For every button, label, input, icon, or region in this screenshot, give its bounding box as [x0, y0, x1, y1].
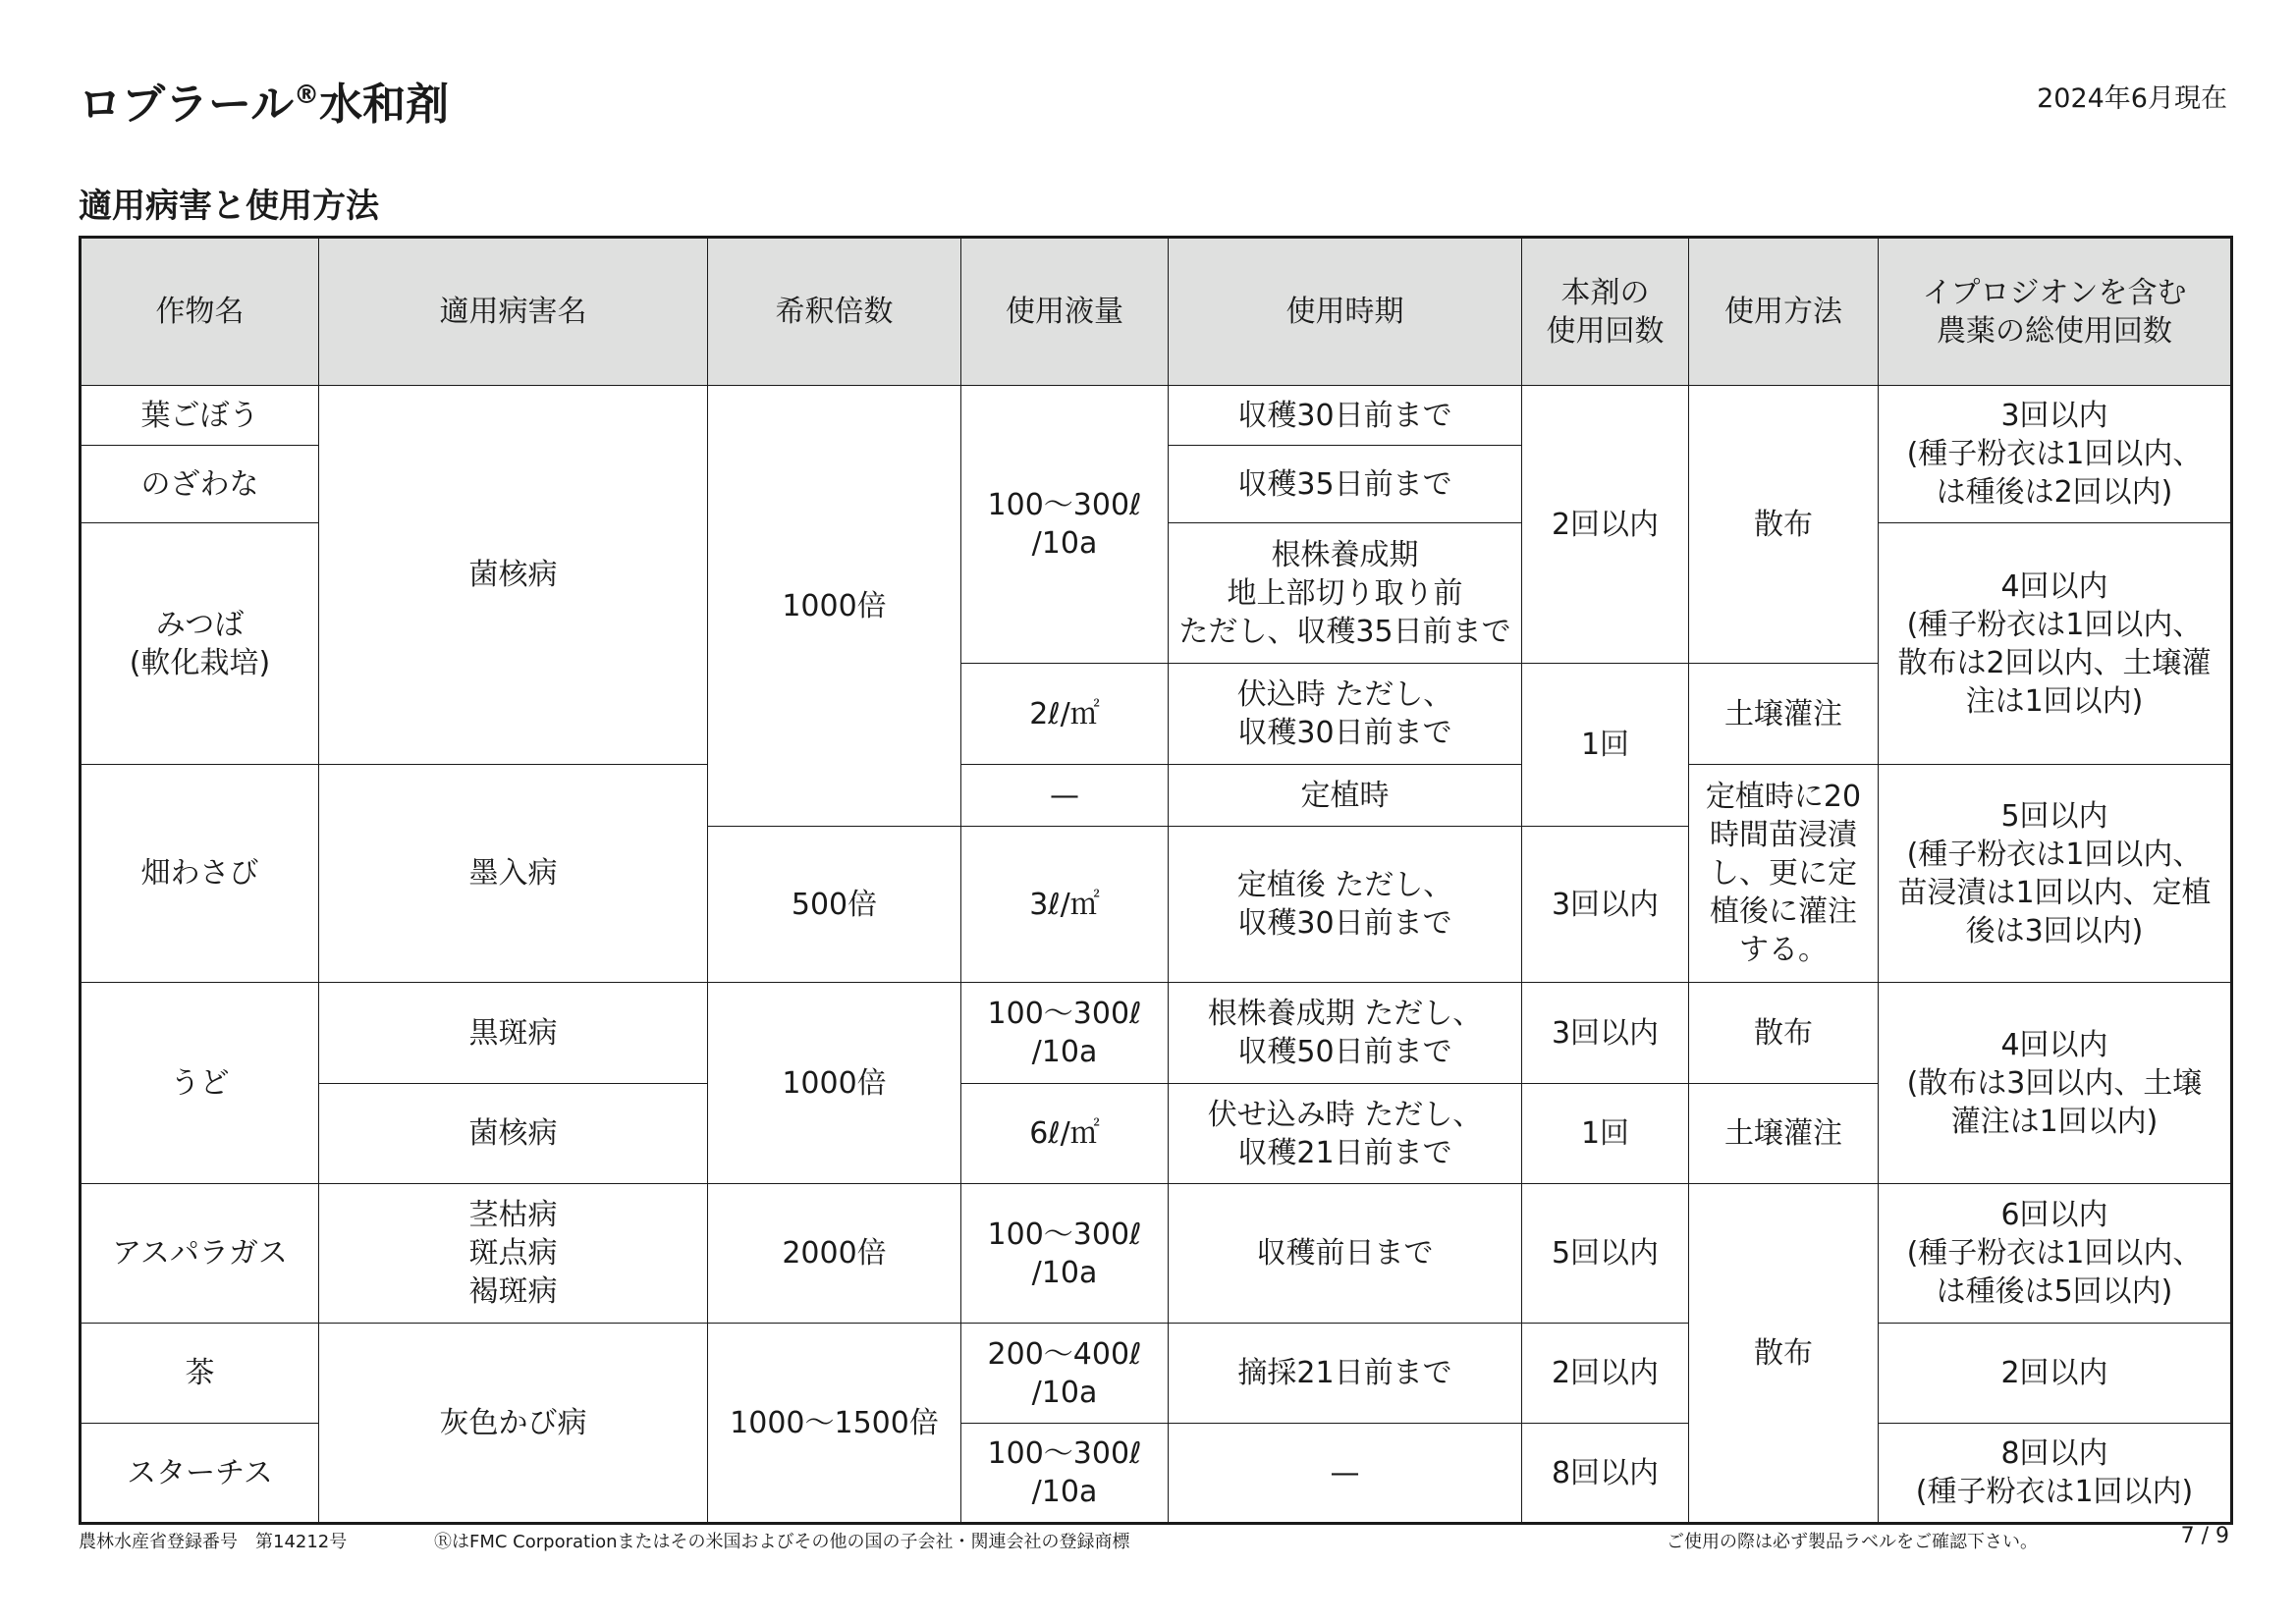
header-dilution: 希釈倍数 [708, 238, 961, 386]
dilution-cell: 2000倍 [708, 1184, 961, 1324]
volume-cell: 200～400ℓ /10a [961, 1324, 1169, 1424]
crop-cell: 茶 [81, 1324, 319, 1424]
timing-cell: 根株養成期 ただし、 収穫50日前まで [1169, 983, 1522, 1084]
total-cell: 6回以内 (種子粉衣は1回以内、 は種後は5回以内) [1879, 1184, 2232, 1324]
header-volume: 使用液量 [961, 238, 1169, 386]
count-cell: 5回以内 [1522, 1184, 1689, 1324]
method-cell: 定植時に20 時間苗浸漬 し、更に定 植後に灌注 する。 [1689, 765, 1879, 983]
crop-cell: うど [81, 983, 319, 1184]
page-number: 7 / 9 [2180, 1524, 2229, 1548]
timing-cell: 伏込時 ただし、 収穫30日前まで [1169, 664, 1522, 765]
usage-note: ご使用の際は必ず製品ラベルをご確認下さい。 [1667, 1532, 2038, 1552]
method-cell: 土壌灌注 [1689, 1084, 1879, 1184]
timing-cell: 根株養成期 地上部切り取り前 ただし、収穫35日前まで [1169, 523, 1522, 664]
dilution-cell: 1000倍 [708, 386, 961, 827]
count-cell: 3回以内 [1522, 827, 1689, 983]
dilution-cell: 1000～1500倍 [708, 1324, 961, 1524]
volume-cell: 100～300ℓ /10a [961, 1424, 1169, 1524]
volume-cell: 3ℓ/㎡ [961, 827, 1169, 983]
disease-cell: 茎枯病 斑点病 褐斑病 [319, 1184, 708, 1324]
disease-cell: 菌核病 [319, 1084, 708, 1184]
crop-cell: 畑わさび [81, 765, 319, 983]
header-total: イプロジオンを含む 農薬の総使用回数 [1879, 238, 2232, 386]
page-title [79, 69, 449, 132]
total-cell: 2回以内 [1879, 1324, 2232, 1424]
volume-cell: 2ℓ/㎡ [961, 664, 1169, 765]
header-count: 本剤の 使用回数 [1522, 238, 1689, 386]
crop-cell: 葉ごぼう [81, 386, 319, 446]
header-disease: 適用病害名 [319, 238, 708, 386]
registration-number: 農林水産省登録番号 第14212号 [79, 1532, 348, 1552]
table-row [81, 1324, 2232, 1424]
volume-cell: 100～300ℓ /10a [961, 386, 1169, 664]
header-row [81, 238, 2232, 386]
trademark-notice: ⓇはFMC Corporationまたはその米国およびその他の国の子会社・関連会社の登録商標 [434, 1532, 1130, 1552]
method-cell: 散布 [1689, 983, 1879, 1084]
timing-cell: 伏せ込み時 ただし、 収穫21日前まで [1169, 1084, 1522, 1184]
table-row [81, 983, 2232, 1084]
date-label: 2024年6月現在 [2037, 83, 2227, 114]
table-row [81, 765, 2232, 827]
header-timing: 使用時期 [1169, 238, 1522, 386]
method-cell: 散布 [1689, 1184, 1879, 1524]
timing-cell: 摘採21日前まで [1169, 1324, 1522, 1424]
volume-cell: 100～300ℓ /10a [961, 1184, 1169, 1324]
header-method: 使用方法 [1689, 238, 1879, 386]
timing-cell: 定植後 ただし、 収穫30日前まで [1169, 827, 1522, 983]
method-cell: 散布 [1689, 386, 1879, 664]
timing-cell: — [1169, 1424, 1522, 1524]
total-cell: 8回以内 (種子粉衣は1回以内) [1879, 1424, 2232, 1524]
crop-cell: アスパラガス [81, 1184, 319, 1324]
timing-cell: 収穫35日前まで [1169, 446, 1522, 523]
method-cell: 土壌灌注 [1689, 664, 1879, 765]
crop-cell: のざわな [81, 446, 319, 523]
volume-cell: 6ℓ/㎡ [961, 1084, 1169, 1184]
disease-cell: 菌核病 [319, 386, 708, 765]
title-text: ロブラール [79, 80, 295, 130]
timing-cell: 定植時 [1169, 765, 1522, 827]
total-cell: 5回以内 (種子粉衣は1回以内、 苗浸漬は1回以内、定植 後は3回以内) [1879, 765, 2232, 983]
header-crop: 作物名 [81, 238, 319, 386]
total-cell: 4回以内 (散布は3回以内、土壌 灌注は1回以内) [1879, 983, 2232, 1184]
dilution-cell: 500倍 [708, 827, 961, 983]
disease-cell: 灰色かび病 [319, 1324, 708, 1524]
disease-cell: 黒斑病 [319, 983, 708, 1084]
registered-mark: ® [294, 81, 320, 110]
count-cell: 8回以内 [1522, 1424, 1689, 1524]
total-cell: 3回以内 (種子粉衣は1回以内、 は種後は2回以内) [1879, 386, 2232, 523]
total-cell: 4回以内 (種子粉衣は1回以内、 散布は2回以内、土壌灌 注は1回以内) [1879, 523, 2232, 765]
crop-cell: みつば (軟化栽培) [81, 523, 319, 765]
table-row [81, 1184, 2232, 1324]
table-row [81, 386, 2232, 446]
count-cell: 2回以内 [1522, 1324, 1689, 1424]
count-cell: 1回 [1522, 1084, 1689, 1184]
application-table [79, 236, 2233, 1525]
timing-cell: 収穫30日前まで [1169, 386, 1522, 446]
count-cell: 2回以内 [1522, 386, 1689, 664]
volume-cell: — [961, 765, 1169, 827]
title-suffix: 水和剤 [319, 80, 450, 130]
timing-cell: 収穫前日まで [1169, 1184, 1522, 1324]
crop-cell: スターチス [81, 1424, 319, 1524]
disease-cell: 墨入病 [319, 765, 708, 983]
volume-cell: 100～300ℓ /10a [961, 983, 1169, 1084]
count-cell: 3回以内 [1522, 983, 1689, 1084]
section-heading: 適用病害と使用方法 [79, 187, 379, 226]
count-cell: 1回 [1522, 664, 1689, 827]
dilution-cell: 1000倍 [708, 983, 961, 1184]
